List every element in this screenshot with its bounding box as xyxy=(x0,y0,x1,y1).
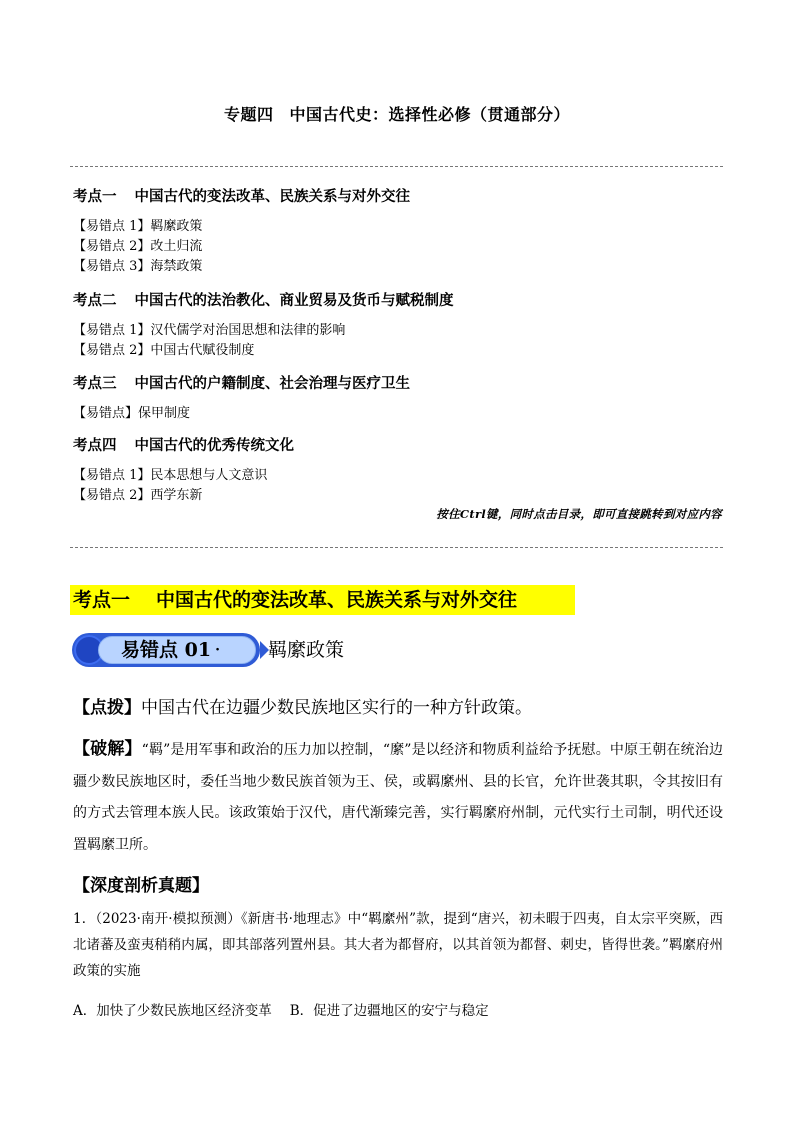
toc-item-3-1[interactable]: 【易错点】保甲制度 xyxy=(73,406,191,421)
deep-analysis-heading: 【深度剖析真题】 xyxy=(73,876,209,896)
explain-paragraph xyxy=(73,734,723,861)
badge-text: 易错点 01 xyxy=(121,639,212,661)
toc-heading-1[interactable]: 考点一 中国古代的变法改革、民族关系与对外交往 xyxy=(73,188,410,205)
toc-item-4-2[interactable]: 【易错点 2】西学东新 xyxy=(73,488,203,503)
toc-top-divider xyxy=(70,166,723,167)
title-part2: 中国古代史：选择性必修（贯通部分） xyxy=(289,105,571,124)
badge-inner xyxy=(98,636,256,664)
question-stem: 1．（2023·南开·模拟预测）《新唐书·地理志》中“羁縻州”款，提到“唐兴，初未暇于四夷，自太宗平突厥，西北诸蕃及蛮夷稍稍内属，即其部落列置州县。其大者为都督府，以其首领为都督、刺史，皆得世袭。”羁縻府州政策的实施 xyxy=(73,911,723,979)
explain-text: “羁”是用军事和政治的压力加以控制，“縻”是以经济和物质利益给予抚慰。中原王朝在统治边疆少数民族地区时，委任当地少数民族首领为王、侯，或羁縻州、县的长官，允许世袭其职，令其按旧有的方式去管理本族人民。该政策始于汉代，唐代渐臻完善，实行羁縻府州制，元代实行土司制，明代还设置羁縻卫所。 xyxy=(73,742,723,853)
toc-item-2-1[interactable]: 【易错点 1】汉代儒学对治国思想和法律的影响 xyxy=(73,323,346,338)
badge-dot: · xyxy=(215,642,220,658)
title-part1: 专题四 xyxy=(223,105,274,124)
section-heading: 考点一 中国古代的变法改革、民族关系与对外交往 xyxy=(70,585,575,615)
toc-heading-4[interactable]: 考点四 中国古代的优秀传统文化 xyxy=(73,437,294,454)
question-options xyxy=(73,998,723,1024)
hint-tag: 【点拨】 xyxy=(73,698,141,718)
explain-tag: 【破解】 xyxy=(73,739,142,759)
badge-label: 羁縻政策 xyxy=(268,639,345,661)
option-b[interactable]: B．促进了边疆地区的安宁与稳定 xyxy=(289,1003,489,1019)
toc-item-1-3[interactable]: 【易错点 3】海禁政策 xyxy=(73,259,203,274)
error-point-badge xyxy=(72,633,372,667)
toc-heading-3[interactable]: 考点三 中国古代的户籍制度、社会治理与医疗卫生 xyxy=(73,375,410,392)
toc-item-2-2[interactable]: 【易错点 2】中国古代赋役制度 xyxy=(73,343,255,358)
toc-bottom-divider xyxy=(70,547,723,548)
hint-paragraph xyxy=(73,693,723,718)
toc-item-1-1[interactable]: 【易错点 1】羁縻政策 xyxy=(73,219,203,234)
hint-text: 中国古代在边疆少数民族地区实行的一种方针政策。 xyxy=(141,698,532,718)
toc-item-4-1[interactable]: 【易错点 1】民本思想与人文意识 xyxy=(73,468,268,483)
option-a[interactable]: A．加快了少数民族地区经济变革 xyxy=(73,1003,272,1019)
page-title xyxy=(0,102,794,125)
toc-item-1-2[interactable]: 【易错点 2】改土归流 xyxy=(73,239,203,254)
ctrl-click-tip: 按住Ctrl键，同时点击目录，即可直接跳转到对应内容 xyxy=(436,507,722,521)
toc-heading-2[interactable]: 考点二 中国古代的法治教化、商业贸易及货币与赋税制度 xyxy=(73,292,454,309)
